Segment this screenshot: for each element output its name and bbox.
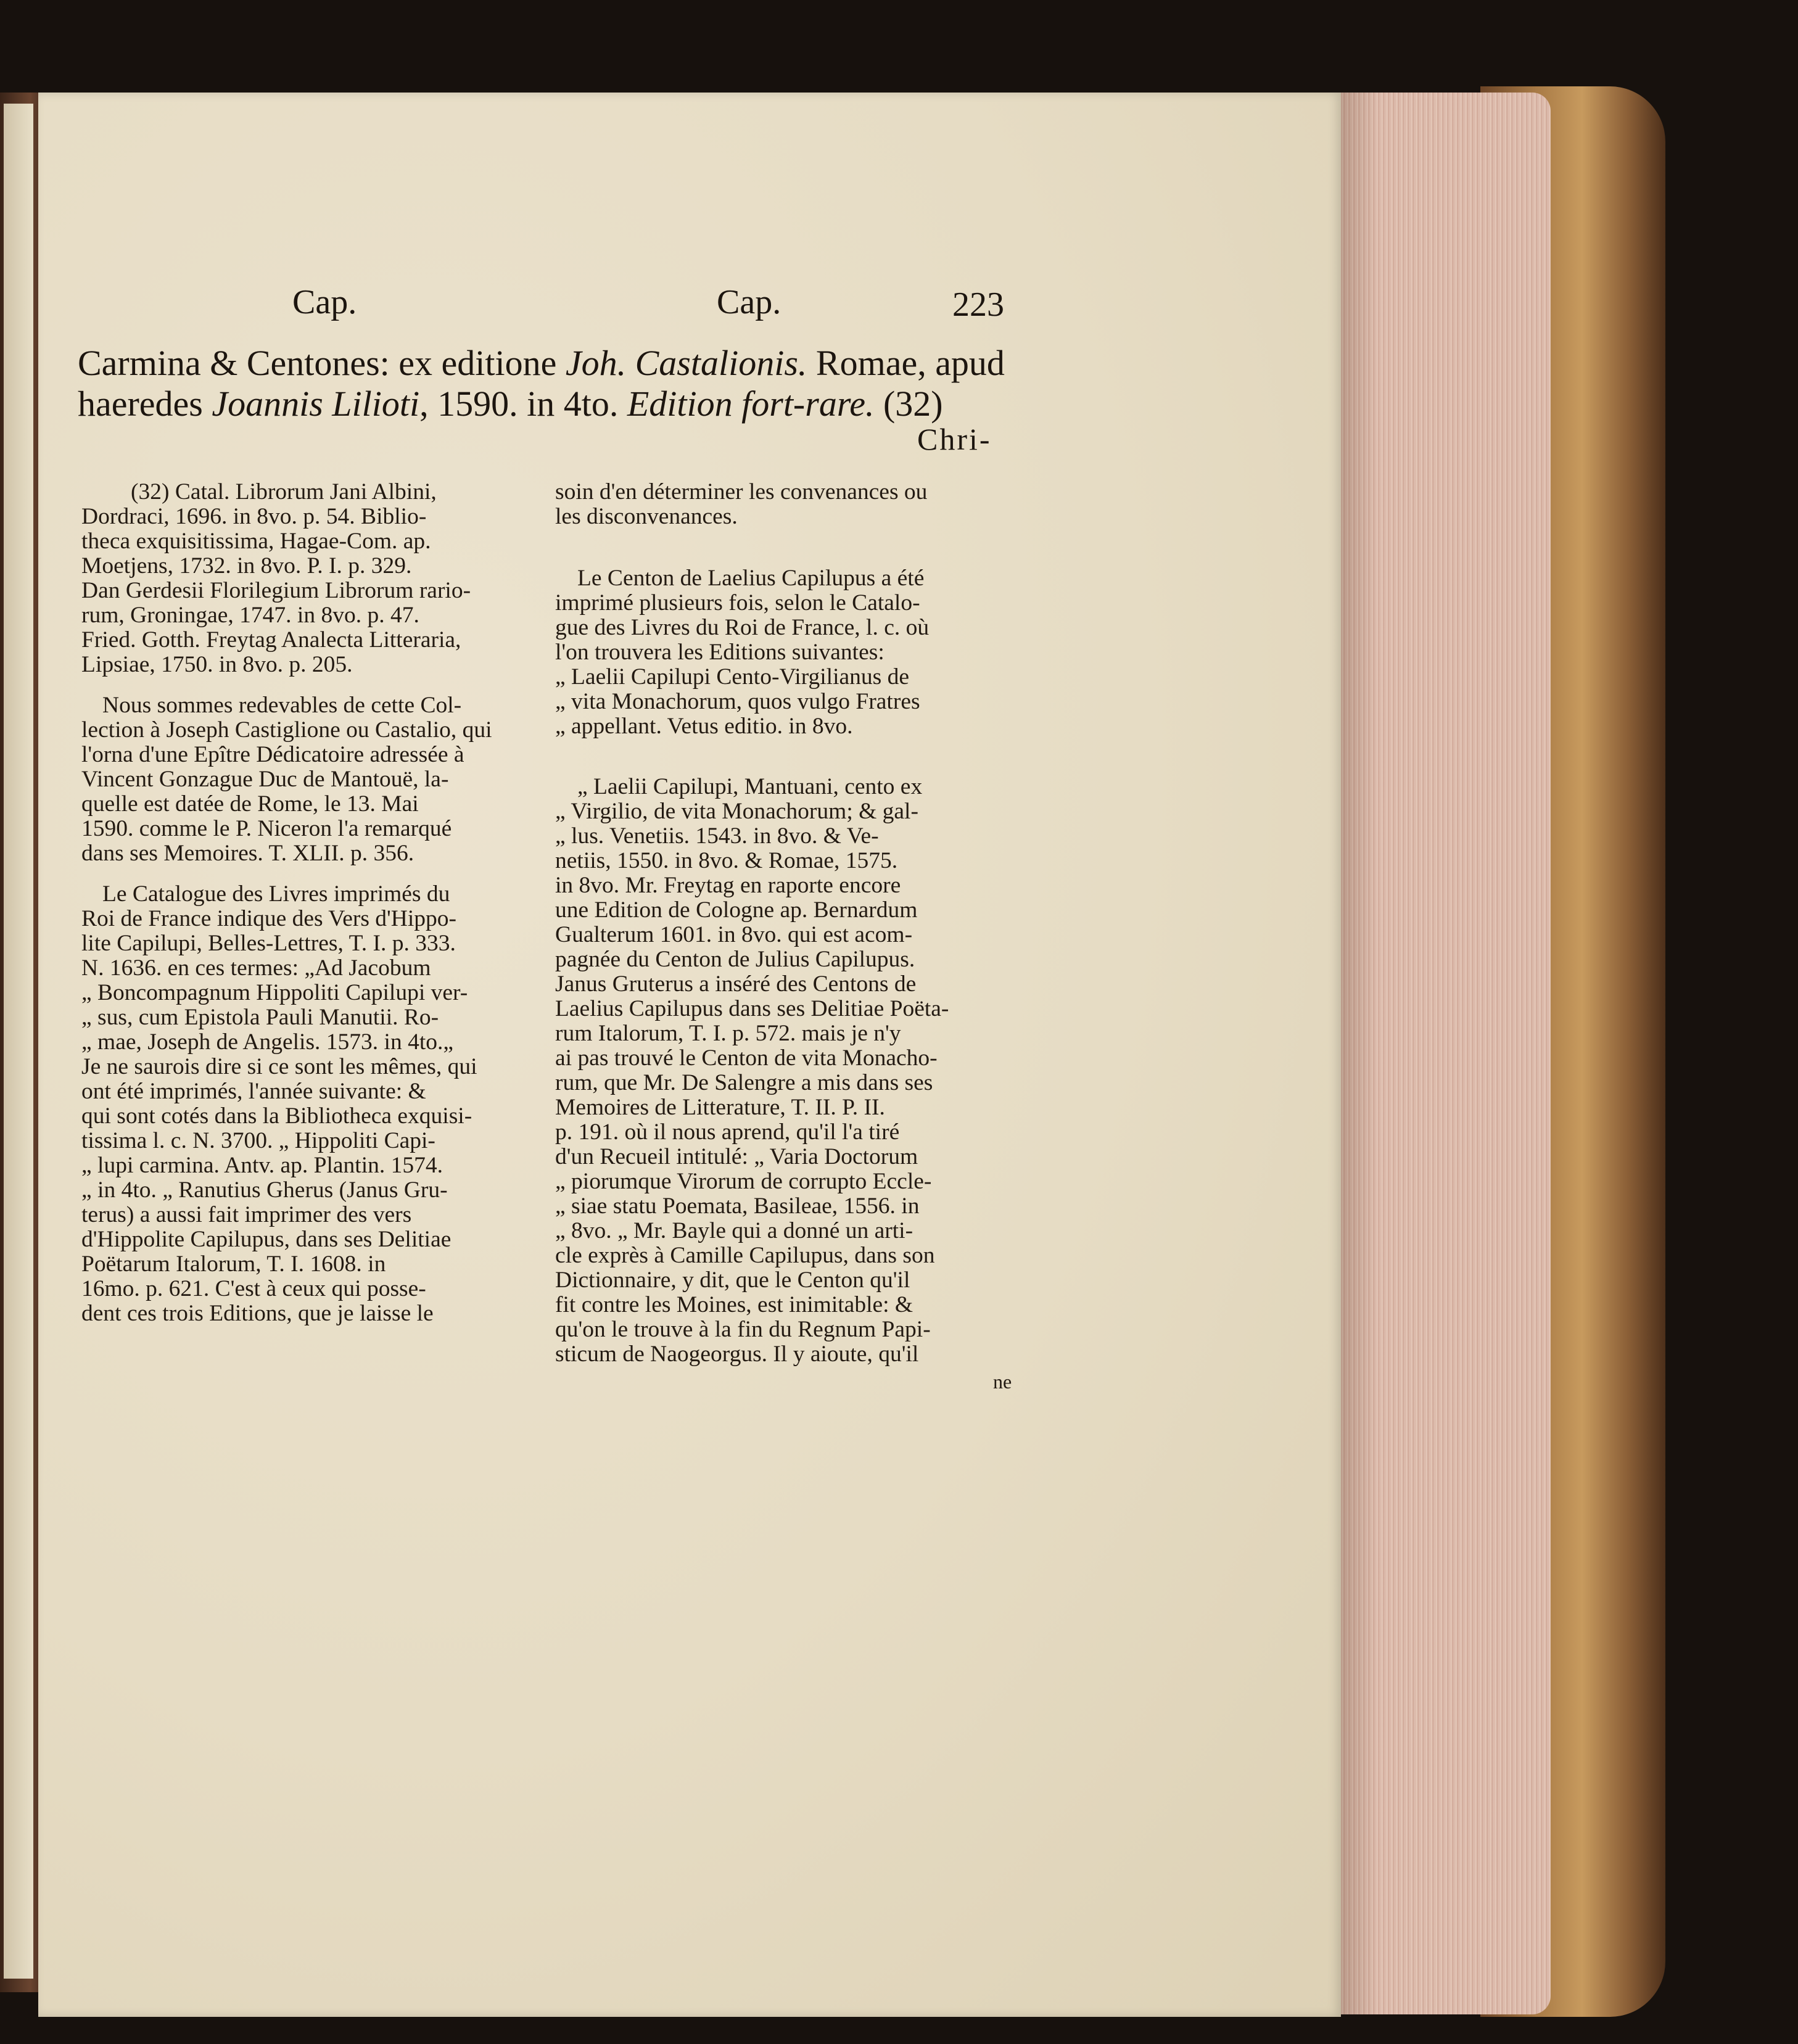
- note-line: Dordraci, 1696. in 8vo. p. 54. Biblio-: [81, 504, 427, 529]
- text-line: „ piorumque Virorum de corrupto Eccle-: [555, 1169, 932, 1194]
- text-line: „ Virgilio, de vita Monachorum; & gal-: [555, 799, 918, 824]
- text-line: „ lus. Venetiis. 1543. in 8vo. & Ve-: [555, 823, 879, 849]
- text-line: lite Capilupi, Belles-Lettres, T. I. p. 333.: [81, 931, 456, 956]
- text-line: „ 8vo. „ Mr. Bayle qui a donné un arti-: [555, 1218, 913, 1243]
- text-line: lection à Joseph Castiglione ou Castalio, qui: [81, 717, 492, 743]
- page-number: 223: [952, 286, 1004, 324]
- text-line: cle exprès à Camille Capilupus, dans son: [555, 1243, 935, 1268]
- text-line: Memoires de Litterature, T. II. P. II.: [555, 1095, 885, 1120]
- text-line: d'Hippolite Capilupus, dans ses Delitiae: [81, 1227, 452, 1252]
- note-line: Dan Gerdesii Florilegium Librorum rario-: [81, 578, 471, 603]
- text-line: Poëtarum Italorum, T. I. 1608. in: [81, 1251, 386, 1277]
- text-line: imprimé plusieurs fois, selon le Catalo-: [555, 590, 920, 616]
- catchword-top: Chri-: [917, 422, 992, 456]
- note-line: Moetjens, 1732. in 8vo. P. I. p. 329.: [81, 553, 412, 579]
- note-line: theca exquisitissima, Hagae-Com. ap.: [81, 529, 431, 554]
- page-edge-shadow: [1341, 93, 1378, 2014]
- text-line: „ in 4to. „ Ranutius Gherus (Janus Gru-: [81, 1177, 448, 1203]
- text-line: 1590. comme le P. Niceron l'a remarqué: [81, 816, 452, 841]
- text-line: rum Italorum, T. I. p. 572. mais je n'y: [555, 1021, 901, 1046]
- text-line: Gualterum 1601. in 8vo. qui est acom-: [555, 922, 913, 947]
- text-line: fit contre les Moines, est inimitable: &: [555, 1292, 913, 1317]
- text-line: pagnée du Centon de Julius Capilupus.: [555, 947, 915, 972]
- text-line: in 8vo. Mr. Freytag en raporte encore: [555, 873, 901, 898]
- text-line: gue des Livres du Roi de France, l. c. où: [555, 615, 930, 640]
- text-line: qu'on le trouve à la fin du Regnum Papi-: [555, 1317, 931, 1342]
- text-line: „ Boncompagnum Hippoliti Capilupi ver-: [81, 980, 468, 1005]
- text-line: ai pas trouvé le Centon de vita Monacho-: [555, 1045, 938, 1071]
- note-line: Fried. Gotth. Freytag Analecta Litteraria,: [81, 627, 461, 653]
- text-line: Dictionnaire, y dit, que le Centon qu'il: [555, 1267, 910, 1293]
- title-line-1: Carmina & Centones: ex editione Joh. Castalionis. Romae, apud: [78, 343, 1005, 383]
- text-line: „ mae, Joseph de Angelis. 1573. in 4to.„: [81, 1029, 454, 1055]
- text-line: „ vita Monachorum, quos vulgo Fratres: [555, 689, 920, 714]
- title-line-2: haeredes Joannis Lilioti, 1590. in 4to. Edition fort-rare. (32): [78, 384, 943, 424]
- text-line: ont été imprimés, l'année suivante: &: [81, 1079, 426, 1104]
- note-line: Lipsiae, 1750. in 8vo. p. 205.: [81, 652, 353, 677]
- text-line: rum, que Mr. De Salengre a mis dans ses: [555, 1070, 933, 1095]
- text-line: Nous sommes redevables de cette Col-: [102, 693, 462, 718]
- text-line: les disconvenances.: [555, 504, 738, 529]
- text-line: tissima l. c. N. 3700. „ Hippoliti Capi-: [81, 1128, 435, 1153]
- catchword-bottom: ne: [993, 1370, 1012, 1393]
- text-line: soin d'en déterminer les convenances ou: [555, 479, 928, 505]
- text-line: „ Laelii Capilupi, Mantuani, cento ex: [577, 774, 923, 799]
- text-line: „ Laelii Capilupi Cento-Virgilianus de: [555, 664, 910, 690]
- text-line: „ appellant. Vetus editio. in 8vo.: [555, 714, 853, 739]
- note-line: (32) Catal. Librorum Jani Albini,: [131, 479, 437, 505]
- text-line: l'on trouvera les Editions suivantes:: [555, 640, 885, 665]
- text-line: sticum de Naogeorgus. Il y aioute, qu'il: [555, 1341, 919, 1367]
- text-line: Je ne saurois dire si ce sont les mêmes, qui: [81, 1054, 477, 1079]
- text-line: qui sont cotés dans la Bibliotheca exquisi-: [81, 1103, 472, 1129]
- text-line: N. 1636. en ces termes: „Ad Jacobum: [81, 955, 431, 981]
- text-line: d'un Recueil intitulé: „ Varia Doctorum: [555, 1144, 918, 1169]
- text-line: p. 191. où il nous aprend, qu'il l'a tiré: [555, 1119, 900, 1145]
- text-line: Le Centon de Laelius Capilupus a été: [577, 566, 925, 591]
- text-line: Roi de France indique des Vers d'Hippo-: [81, 906, 457, 931]
- text-line: „ lupi carmina. Antv. ap. Plantin. 1574.: [81, 1153, 443, 1178]
- text-line: terus) a aussi fait imprimer des vers: [81, 1202, 412, 1227]
- text-line: „ siae statu Poemata, Basileae, 1556. in: [555, 1193, 920, 1219]
- note-line: rum, Groningae, 1747. in 8vo. p. 47.: [81, 603, 419, 628]
- text-line: 16mo. p. 621. C'est à ceux qui posse-: [81, 1276, 426, 1301]
- text-line: une Edition de Cologne ap. Bernardum: [555, 897, 918, 923]
- header-center-cap: Cap.: [717, 283, 781, 321]
- text-line: l'orna d'une Epître Dédicatoire adressée à: [81, 742, 464, 767]
- text-line: „ sus, cum Epistola Pauli Manutii. Ro-: [81, 1005, 439, 1030]
- left-page-edge: [4, 104, 33, 1979]
- text-line: Le Catalogue des Livres imprimés du: [102, 881, 450, 907]
- text-line: dans ses Memoires. T. XLII. p. 356.: [81, 841, 414, 866]
- text-line: Janus Gruterus a inséré des Centons de: [555, 971, 917, 997]
- text-line: quelle est datée de Rome, le 13. Mai: [81, 791, 419, 817]
- text-line: Vincent Gonzague Duc de Mantouë, la-: [81, 767, 449, 792]
- text-line: netiis, 1550. in 8vo. & Romae, 1575.: [555, 848, 898, 873]
- text-line: Laelius Capilupus dans ses Delitiae Poëta-: [555, 996, 949, 1021]
- header-left-cap: Cap.: [292, 283, 357, 321]
- text-line: dent ces trois Editions, que je laisse le: [81, 1301, 434, 1326]
